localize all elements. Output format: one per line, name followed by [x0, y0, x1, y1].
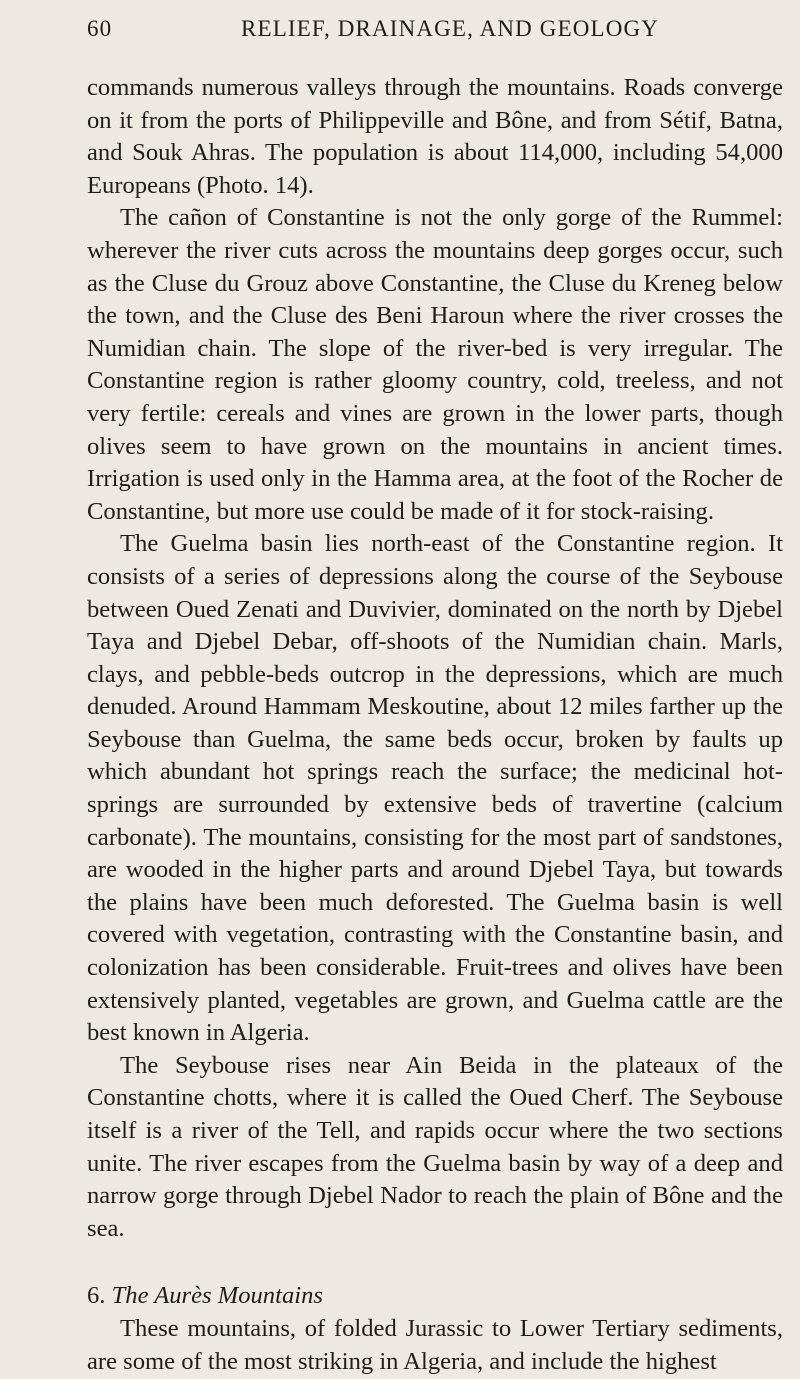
paragraph-guelma-basin: The Guelma basin lies north-east of the Constantine region. It consists of a series of depressions along the course of the Seybouse between Oued Zenati and Duvivier, dominated on the north by Djebel Taya and Djebel Debar, off-shoots of the Numidian chain. Marls, clays, and pebble-beds outcrop in the depressions, which are much denuded. Around Hammam Meskoutine, about 12 miles farther up the Seybouse than Guelma, the same beds occur, broken by faults up which abundant hot springs reach the surface; the medicinal hot-springs are surrounded by extensive beds of travertine (calcium carbonate). The mountains, consisting for the most part of sandstones, are wooded in the higher parts and around Djebel Taya, but towards the plains have been much deforested. The Guelma basin is well covered with vegetation, contrasting with the Constantine basin, and colonization has been considerable. Fruit-trees and olives have been extensively planted, vegetables are grown, and Guelma cattle are the best known in Algeria.: [87, 530, 783, 1047]
page-number: 60: [87, 16, 113, 41]
paragraph-seybouse: The Seybouse rises near Ain Beida in the plateaux of the Constantine chotts, where it is called the Oued Cherf. The Seybouse itself is a river of the Tell, and rapids occur where the two sections unite. The river escapes from the Guelma basin by way of a deep and narrow gorge through Djebel Nador to reach the plain of Bône and the sea.: [87, 1051, 783, 1242]
section-heading: [87, 1279, 783, 1313]
page-header: [87, 16, 776, 46]
section-number: 6.: [87, 1282, 106, 1310]
paragraph-aures: These mountains, of folded Jurassic to Lower Tertiary sediments, are some of the most striking in Algeria, and include the highest: [87, 1315, 783, 1375]
body-text: [87, 72, 783, 1379]
section-title: The Aurès Mountains: [111, 1282, 323, 1310]
paragraph-continuation: commands numerous valleys through the mountains. Roads converge on it from the ports of Philippeville and Bône, and from Sétif, Batna, and Souk Ahras. The population is about 114,000, including 54,000 Europeans (Photo. 14).: [87, 74, 783, 199]
running-head: RELIEF, DRAINAGE, AND GEOLOGY: [241, 16, 660, 41]
paragraph-constantine-canyon: The cañon of Constantine is not the only gorge of the Rummel: wherever the river cuts across the mountains deep gorges occur, such as the Cluse du Grouz above Constantine, the Cluse du Kreneg below the town, and the Cluse des Beni Haroun where the river crosses the Numidian chain. The slope of the river-bed is very irregular. The Constantine region is rather gloomy country, cold, treeless, and not very fertile: cereals and vines are grown in the lower parts, though olives seem to have grown on the mountains in ancient times. Irrigation is used only in the Hamma area, at the foot of the Rocher de Constantine, but more use could be made of it for stock-raising.: [87, 204, 783, 525]
